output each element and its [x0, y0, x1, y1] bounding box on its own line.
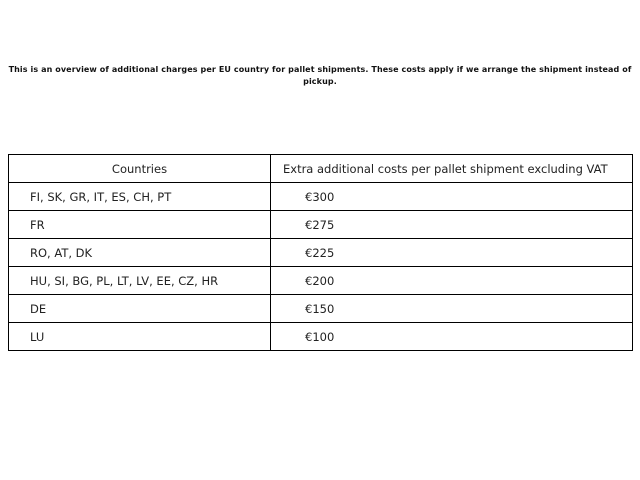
countries-cell: FR: [9, 211, 271, 239]
table-row: [9, 183, 633, 211]
header-extra-costs: Extra additional costs per pallet shipment excluding VAT: [271, 155, 633, 183]
countries-cell: DE: [9, 295, 271, 323]
cost-cell: €100: [271, 323, 633, 351]
cost-cell: €200: [271, 267, 633, 295]
table-row: [9, 211, 633, 239]
table-row: [9, 323, 633, 351]
cost-cell: €275: [271, 211, 633, 239]
charges-table-body: [9, 183, 633, 351]
countries-cell: FI, SK, GR, IT, ES, CH, PT: [9, 183, 271, 211]
cost-cell: €150: [271, 295, 633, 323]
intro-text: This is an overview of additional charges per EU country for pallet shipments. These costs apply if we arrange the shipment instead of pickup.: [8, 65, 632, 86]
header-row: [9, 155, 633, 183]
countries-cell: RO, AT, DK: [9, 239, 271, 267]
cost-cell: €225: [271, 239, 633, 267]
cost-cell: €300: [271, 183, 633, 211]
countries-cell: LU: [9, 323, 271, 351]
table-row: [9, 239, 633, 267]
countries-cell: HU, SI, BG, PL, LT, LV, EE, CZ, HR: [9, 267, 271, 295]
charges-table-header: [9, 155, 633, 183]
table-row: [9, 295, 633, 323]
table-row: [9, 267, 633, 295]
charges-table: [8, 154, 633, 351]
header-countries: Countries: [9, 155, 271, 183]
